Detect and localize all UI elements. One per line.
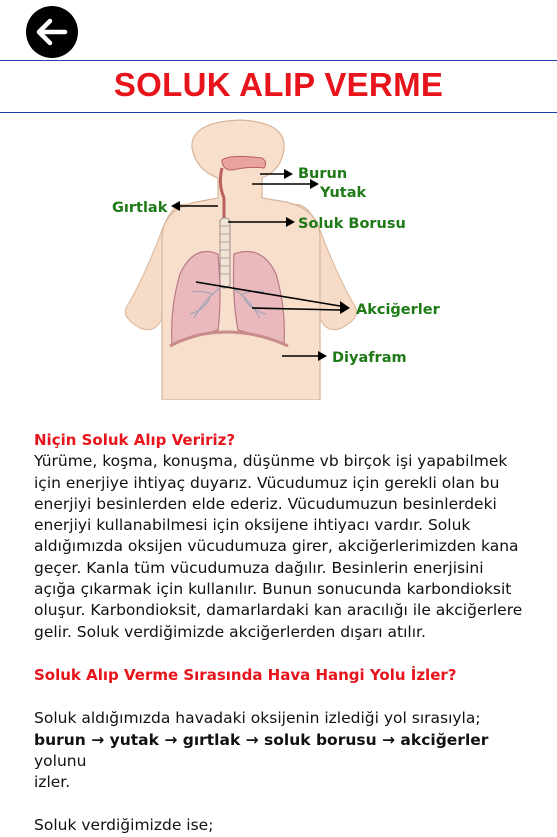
respiratory-diagram-svg [100,118,460,400]
path-sequence-bold: burun → yutak → gırtlak → soluk borusu → akciğerler [34,730,489,749]
paragraph-line: enerjiyi kullanabilmesi için oksijene ihtiyacı vardır. Soluk [34,516,471,535]
divider-bottom [0,112,557,113]
paragraph-line: Yürüme, koşma, konuşma, düşünme vb birçok işi yapabilmek [34,452,508,471]
section-heading-why: Niçin Soluk Alıp Veririz? [34,431,236,449]
page-title: SOLUK ALIP VERME [113,66,444,103]
back-button[interactable] [26,6,78,58]
exhale-intro: Soluk verdiğimizde ise; [34,816,214,835]
divider-top [0,60,557,61]
path-end: izler. [34,773,71,792]
label-yutak: Yutak [320,185,367,201]
paragraph-line: için enerjiye ihtiyaç duyarız. Vücudumuz için gerekli olan bu [34,473,500,492]
top-bar [0,0,557,60]
paragraph-line: geçer. Kanla tüm vücudumuza dağılır. Besinlerin enerjisini [34,558,484,577]
paragraph-line: gelir. Soluk verdiğimizde akciğerlerden dışarı atılır. [34,622,426,641]
paragraph-line: oluşur. Karbondioksit, damarlardaki kan aracılığı ile akciğerlere [34,601,523,620]
respiratory-diagram [100,118,460,400]
arrow-left-icon [35,17,69,47]
path-sequence-rest: yolunu [34,751,87,770]
label-burun: Burun [298,166,348,182]
label-diyafram: Diyafram [332,350,407,366]
path-sequence [34,730,534,773]
label-soluk-borusu: Soluk Borusu [298,216,406,232]
article-body [34,430,534,837]
label-girtlak: Gırtlak [112,200,168,216]
paragraph-line: enerjiyi besinlerden elde ederiz. Vücudumuzun besinlerdeki [34,494,497,513]
paragraph-line: aldığımızda oksijen vücudumuza girer, akciğerlerimizden kana [34,537,519,556]
paragraph-line: açığa çıkarmak için kullanılır. Bunun sonucunda karbondioksit [34,580,512,599]
section-heading-path: Soluk Alıp Verme Sırasında Hava Hangi Yolu İzler? [34,665,457,684]
path-intro: Soluk aldığımızda havadaki oksijenin izlediği yol sırasıyla; [34,709,481,728]
label-akcigerler: Akciğerler [356,302,440,318]
